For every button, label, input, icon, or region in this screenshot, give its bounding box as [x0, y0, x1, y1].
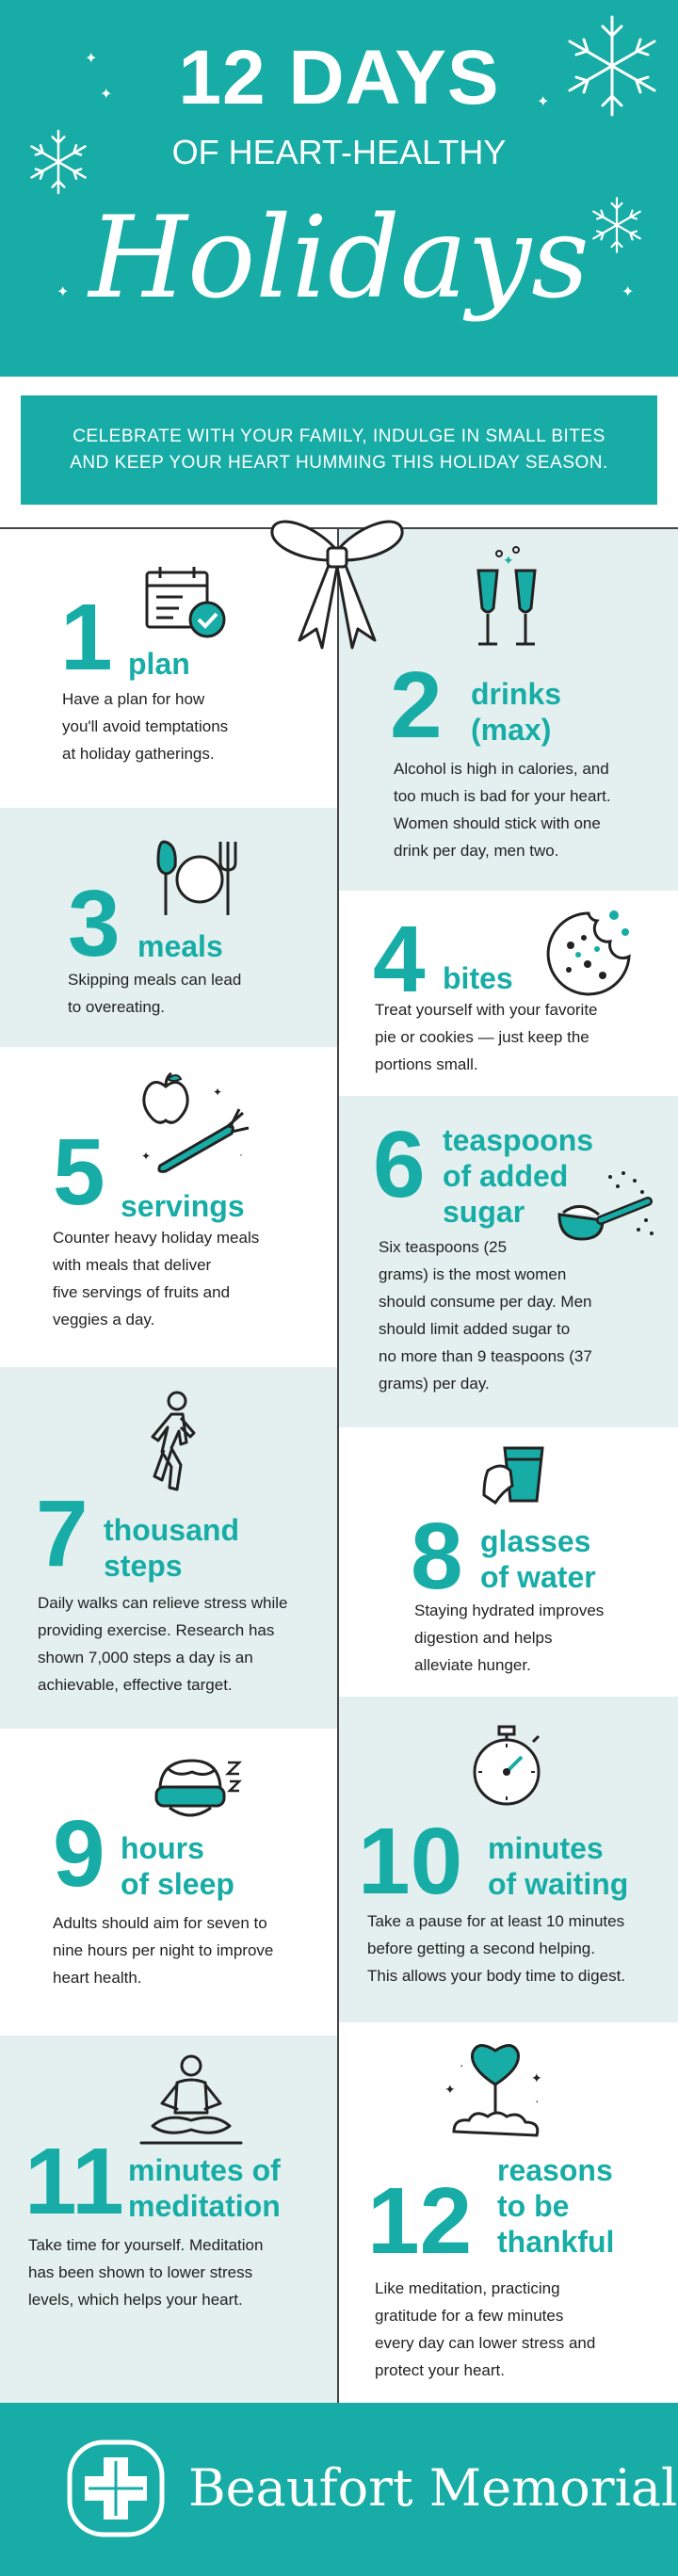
item-label-line: drinks — [471, 677, 562, 711]
item-label-line: of waiting — [488, 1867, 629, 1901]
text-line: digestion and helps — [414, 1629, 553, 1647]
text-line: veggies a day. — [53, 1311, 155, 1328]
text-line: Have a plan for how — [62, 690, 205, 708]
text-line: no more than 9 teaspoons (37 — [379, 1347, 592, 1365]
text-line: providing exercise. Research has — [38, 1621, 275, 1639]
text-line: should consume per day. Men — [379, 1293, 592, 1311]
item-label-line: of water — [480, 1560, 596, 1594]
text-line: has been shown to lower stress — [28, 2263, 253, 2281]
text-line: drink per day, men two. — [394, 842, 559, 860]
item-label — [488, 1830, 628, 1902]
item-text — [375, 996, 598, 1078]
page-subtitle: OF HEART-HEALTHY — [171, 133, 507, 171]
text-line: nine hours per night to improve — [53, 1941, 274, 1959]
item-number: 6 — [373, 1112, 426, 1217]
cookie-icon — [542, 908, 635, 1000]
item-label-line: steps — [104, 1549, 183, 1583]
sparkle-icon: ✦ — [85, 51, 98, 67]
item-number: 1 — [60, 585, 113, 690]
item-label-line: reasons — [497, 2153, 613, 2187]
item-label — [128, 646, 190, 682]
item-label — [137, 928, 223, 964]
item-label-line: sugar — [443, 1195, 525, 1229]
header — [0, 0, 678, 377]
item-number: 7 — [36, 1481, 89, 1586]
item-text — [68, 966, 241, 1021]
text-line: should limit added sugar to — [379, 1320, 571, 1338]
svg-text:✦: ✦ — [141, 1150, 152, 1163]
text-line: Daily walks can relieve stress while — [38, 1594, 288, 1612]
cross-logo-icon — [66, 2439, 166, 2538]
text-line: Six teaspoons (25 — [379, 1238, 508, 1256]
item-label-line: thousand — [104, 1513, 239, 1547]
svg-text:✦: ✦ — [503, 553, 514, 568]
text-line: This allows your body time to digest. — [367, 1967, 626, 1985]
item-text — [53, 1224, 259, 1333]
svg-text:✦: ✦ — [213, 1086, 223, 1099]
item-number: 11 — [24, 2129, 124, 2234]
brand-name: Beaufort Memorial — [188, 2458, 678, 2518]
champagne-glasses-icon — [461, 542, 552, 655]
walking-person-icon — [143, 1390, 209, 1495]
page-title: 12 DAYS — [178, 35, 500, 121]
script-title: Holidays — [89, 193, 589, 324]
item-number: 9 — [53, 1801, 105, 1907]
item-label-line: meditation — [128, 2189, 281, 2223]
item-label-line: plan — [128, 647, 190, 681]
text-line: every day can lower stress and — [375, 2334, 596, 2352]
bow-icon — [262, 508, 412, 659]
item-label — [443, 960, 513, 996]
text-line: pie or cookies — just keep the — [375, 1028, 589, 1046]
item-label — [104, 1512, 239, 1584]
item-label — [121, 1830, 234, 1902]
item-label-line: hours — [121, 1831, 204, 1865]
text-line: alleviate hunger. — [414, 1656, 531, 1674]
svg-text:·: · — [239, 1148, 243, 1161]
text-line: Treat yourself with your favorite — [375, 1001, 598, 1019]
text-line: Women should stick with one — [394, 814, 601, 832]
text-line: levels, which helps your heart. — [28, 2291, 243, 2309]
text-line: Take time for yourself. Meditation — [28, 2236, 264, 2254]
calendar-check-icon — [141, 563, 232, 642]
sleep-mask-icon — [149, 1755, 247, 1827]
text-line: Like meditation, practicing — [375, 2279, 560, 2297]
item-label-line: servings — [121, 1189, 245, 1223]
text-line: at holiday gatherings. — [62, 745, 215, 763]
apple-carrot-icon — [137, 1068, 254, 1181]
item-label-line: teaspoons — [443, 1123, 594, 1157]
item-label-line: of added — [443, 1159, 569, 1193]
meditation-icon — [139, 2051, 243, 2154]
sparkle-icon: ✦ — [56, 284, 70, 300]
banner-line-2: AND KEEP YOUR HEART HUMMING THIS HOLIDAY SEASON. — [70, 453, 608, 473]
item-text — [53, 1909, 273, 1991]
item-number: 10 — [358, 1809, 463, 1914]
item-text — [375, 2275, 595, 2384]
sparkle-icon: ✦ — [622, 284, 635, 300]
item-text — [62, 685, 228, 767]
text-line: to overeating. — [68, 998, 166, 1016]
item-label-line: of sleep — [121, 1867, 234, 1901]
item-label-line: (max) — [471, 713, 552, 747]
text-line: Adults should aim for seven to — [53, 1914, 267, 1932]
stopwatch-icon — [467, 1723, 546, 1810]
text-line: grams) is the most women — [379, 1265, 567, 1283]
heart-balloon-icon — [441, 2037, 550, 2149]
banner-line-1: CELEBRATE WITH YOUR FAMILY, INDULGE IN SMALL BITES — [73, 427, 605, 446]
text-line: grams) per day. — [379, 1375, 490, 1393]
item-number: 3 — [68, 871, 121, 976]
text-line: protect your heart. — [375, 2361, 505, 2379]
text-line: five servings of fruits and — [53, 1283, 231, 1301]
intro-banner — [21, 395, 657, 505]
item-text — [394, 755, 611, 864]
item-label — [471, 676, 561, 748]
text-line: Alcohol is high in calories, and — [394, 760, 609, 778]
text-line: Skipping meals can lead — [68, 971, 242, 989]
text-line: Counter heavy holiday meals — [53, 1229, 260, 1247]
item-label — [443, 1122, 593, 1230]
text-line: portions small. — [375, 1055, 478, 1073]
text-line: with meals that deliver — [53, 1256, 212, 1274]
item-label — [121, 1188, 245, 1224]
text-line: Take a pause for at least 10 minutes — [367, 1912, 625, 1930]
item-label — [497, 2152, 614, 2260]
sparkle-icon: ✦ — [100, 87, 113, 103]
item-label-line: minutes of — [128, 2153, 281, 2187]
item-label — [480, 1523, 596, 1595]
text-line: you'll avoid temptations — [62, 717, 229, 735]
svg-text:✦: ✦ — [444, 2082, 456, 2097]
text-line: shown 7,000 steps a day is an — [38, 1649, 253, 1666]
item-label — [128, 2152, 281, 2224]
item-label-line: to be — [497, 2189, 570, 2223]
water-glass-icon — [478, 1442, 550, 1512]
item-text — [367, 1908, 625, 1989]
item-number: 8 — [411, 1504, 463, 1609]
svg-text:·: · — [460, 2057, 464, 2072]
item-number: 4 — [373, 907, 426, 1012]
item-label-line: glasses — [480, 1524, 591, 1558]
sparkle-icon: ✦ — [537, 94, 550, 110]
text-line: before getting a second helping. — [367, 1940, 595, 1957]
item-label-line: thankful — [497, 2225, 615, 2259]
item-text — [414, 1597, 604, 1679]
item-number: 5 — [53, 1119, 105, 1225]
text-line: Staying hydrated improves — [414, 1602, 605, 1619]
plate-utensils-icon — [149, 836, 247, 921]
text-line: heart health. — [53, 1969, 142, 1987]
center-divider — [337, 529, 339, 2403]
item-text — [28, 2231, 263, 2313]
item-number: 2 — [390, 652, 443, 758]
item-label-line: minutes — [488, 1831, 604, 1865]
item-label-line: bites — [443, 961, 513, 995]
item-number: 12 — [367, 2168, 473, 2274]
svg-text:·: · — [535, 2093, 540, 2108]
text-line: gratitude for a few minutes — [375, 2307, 564, 2325]
text-line: too much is bad for your heart. — [394, 787, 611, 805]
item-text — [38, 1589, 287, 1699]
text-line: achievable, effective target. — [38, 1676, 233, 1694]
item-text — [379, 1233, 592, 1397]
svg-text:✦: ✦ — [531, 2070, 542, 2085]
item-label-line: meals — [137, 929, 223, 963]
